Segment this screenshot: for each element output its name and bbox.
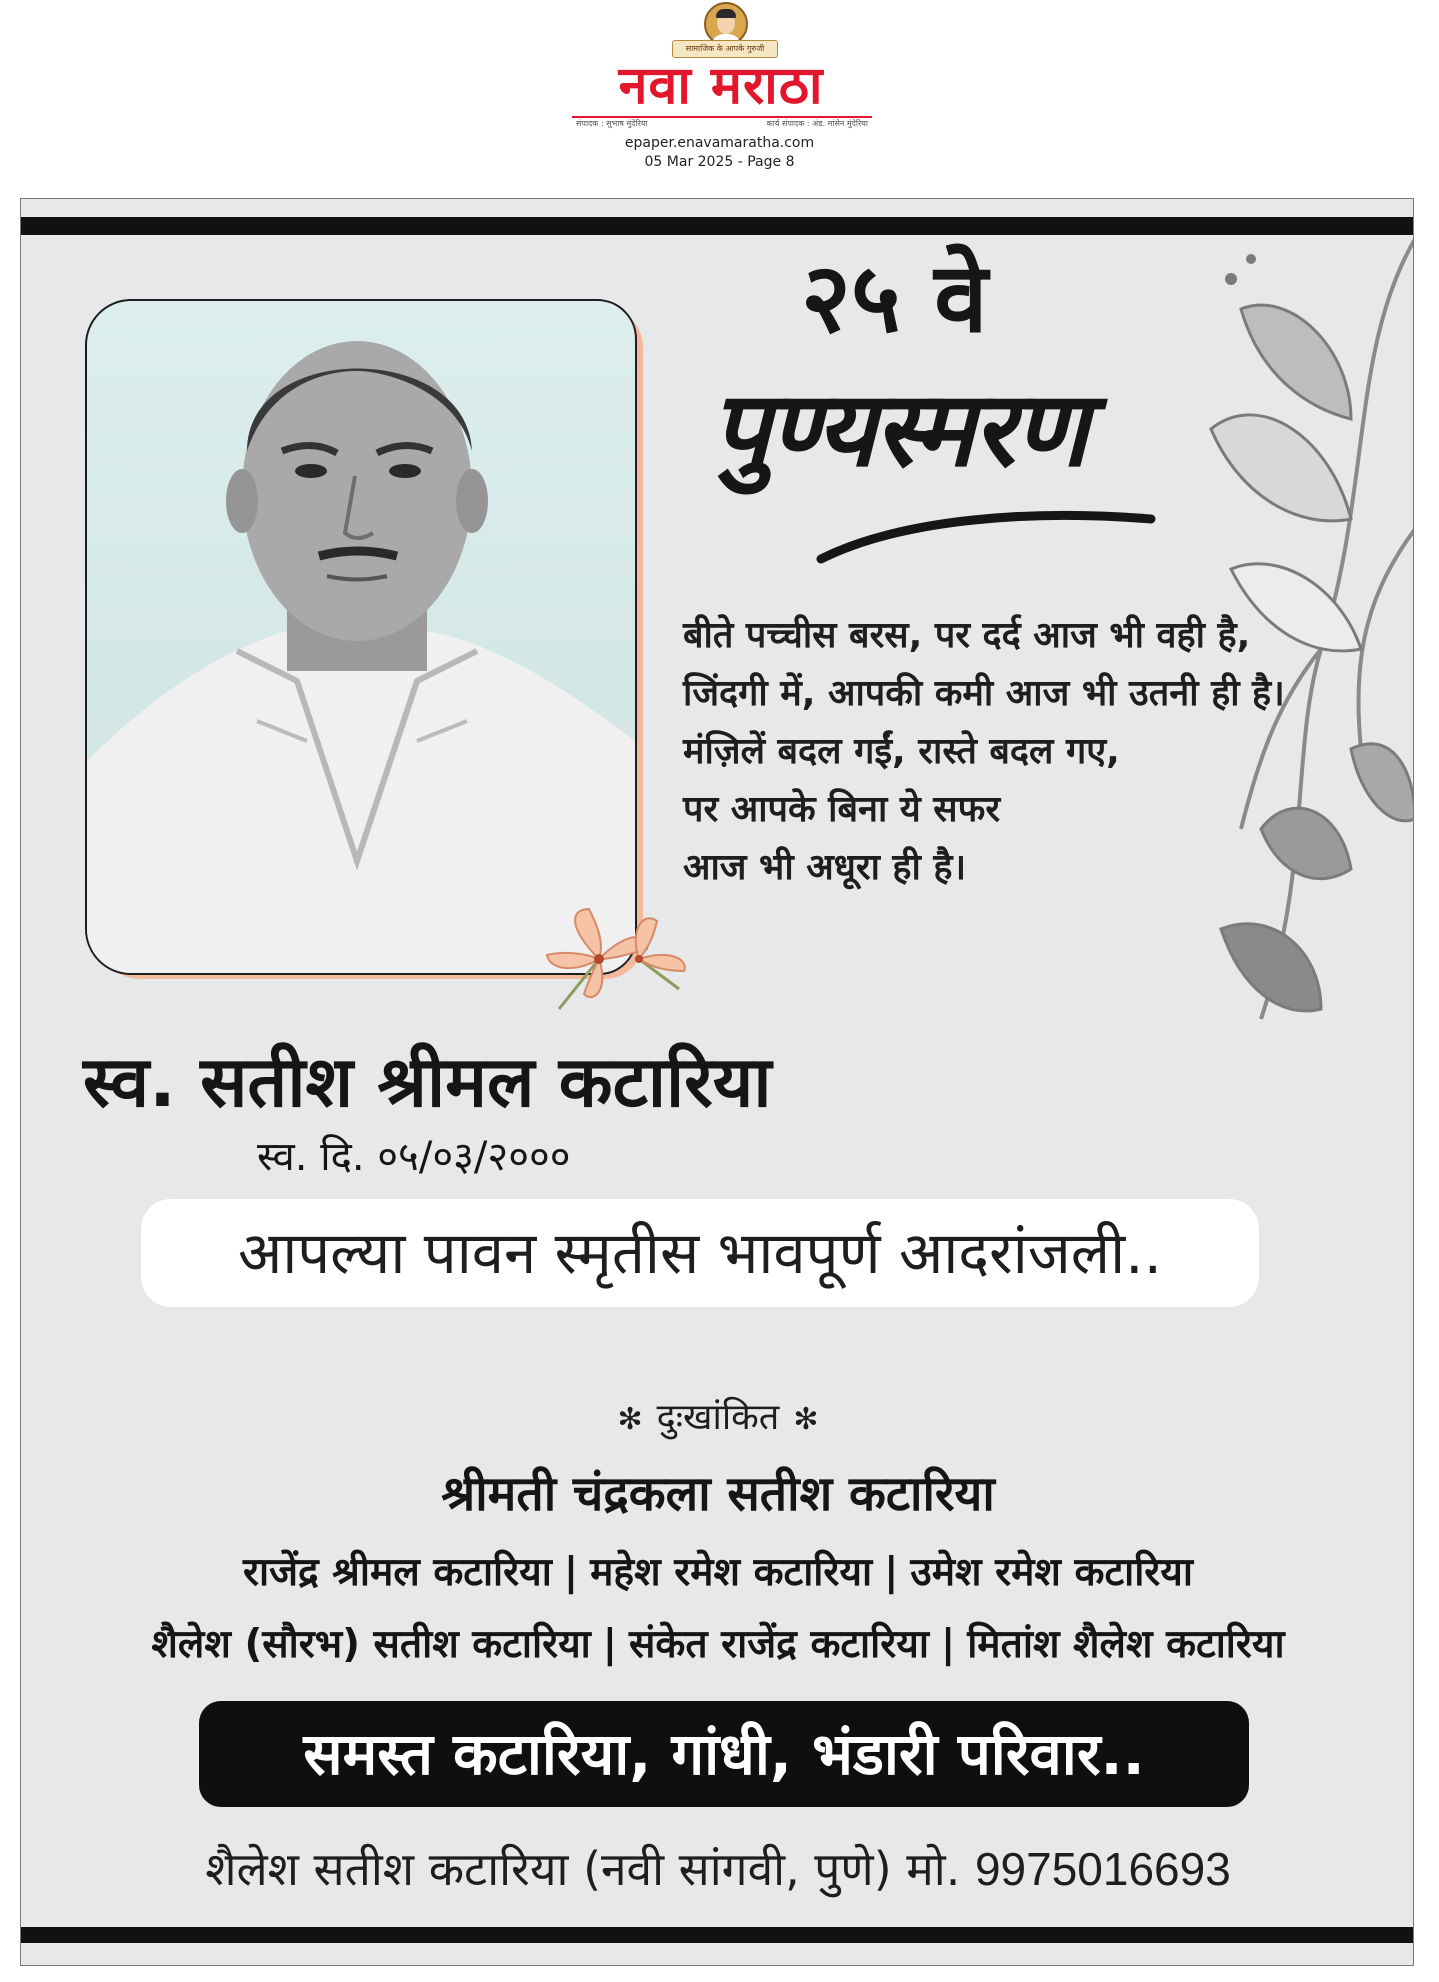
edition-date-page: 05 Mar 2025 - Page 8 bbox=[644, 154, 795, 170]
mourners-head: श्रीमती चंद्रकला सतीश कटारिया bbox=[441, 1466, 995, 1522]
family-banner: समस्त कटारिया, गांधी, भंडारी परिवार.. bbox=[199, 1701, 1249, 1807]
mourners-label bbox=[21, 1393, 1414, 1443]
death-date: स्व. दि. ०५/०३/२००० bbox=[257, 1134, 571, 1180]
separator: | bbox=[884, 1550, 899, 1595]
separator: | bbox=[940, 1622, 956, 1667]
editor-left: संपादक : सुभाष मुंदेरिया bbox=[576, 119, 648, 128]
bottom-rule bbox=[21, 1927, 1413, 1943]
mourners-row bbox=[21, 1541, 1414, 1605]
newspaper-masthead bbox=[0, 0, 1439, 190]
anniversary-number: २५ वे bbox=[801, 242, 988, 354]
editor-right: कार्य संपादक : अंड. मांसेन मुंदेरिया bbox=[766, 119, 868, 128]
poem-line: बीते पच्चीस बरस, पर दर्द आज भी वही है, bbox=[683, 615, 1251, 656]
anniversary-title: पुण्यस्मरण bbox=[711, 367, 1087, 490]
mourner-name: संकेत राजेंद्र कटारिया bbox=[629, 1622, 929, 1667]
mourners-label-text: दुःखांकित bbox=[656, 1397, 780, 1438]
mourners-row bbox=[21, 1613, 1414, 1677]
epaper-url: epaper.enavamaratha.com bbox=[624, 135, 815, 151]
deceased-name: स्व. सतीश श्रीमल कटारिया bbox=[83, 1041, 772, 1123]
contact-place: (नवी सांगवी, पुणे) bbox=[583, 1842, 892, 1896]
tribute-message: आपल्या पावन स्मृतीस भावपूर्ण आदरांजली.. bbox=[141, 1199, 1259, 1307]
poem-line: आज भी अधूरा ही है। bbox=[683, 847, 967, 888]
deceased-photo bbox=[85, 299, 637, 975]
asterisk-icon: ✻ bbox=[793, 1402, 819, 1437]
contact-prefix: मो. bbox=[906, 1842, 961, 1896]
mourner-name: मितांश शैलेश कटारिया bbox=[967, 1622, 1285, 1667]
poem-line: पर आपके बिना ये सफर bbox=[683, 789, 1001, 830]
calligraphy-swash-icon bbox=[811, 499, 1161, 569]
contact-phone: 9975016693 bbox=[974, 1843, 1231, 1895]
separator: | bbox=[602, 1622, 618, 1667]
contact-name: शैलेश सतीश कटारिया bbox=[205, 1842, 569, 1896]
poem-line: जिंदगी में, आपकी कमी आज भी उतनी ही है। bbox=[683, 673, 1285, 714]
mourner-name: उमेश रमेश कटारिया bbox=[910, 1550, 1193, 1595]
contact-line bbox=[21, 1833, 1414, 1905]
newspaper-name: नवा मराठा bbox=[618, 56, 824, 116]
asterisk-icon: ✻ bbox=[617, 1402, 643, 1437]
obituary-advertisement bbox=[20, 198, 1414, 1966]
mourner-name: शैलेश (सौरभ) सतीश कटारिया bbox=[151, 1622, 591, 1667]
lily-flower-icon bbox=[529, 889, 699, 1019]
mourner-name: महेश रमेश कटारिया bbox=[590, 1550, 873, 1595]
poem-line: मंज़िलें बदल गईं, रास्ते बदल गए, bbox=[683, 731, 1120, 772]
tribute-poem bbox=[683, 607, 1383, 897]
mourner-name: राजेंद्र श्रीमल कटारिया bbox=[243, 1550, 552, 1595]
logo-editor-line bbox=[572, 116, 872, 130]
logo-tagline: सामाजिक के आपके गुरुजी bbox=[672, 40, 778, 58]
separator: | bbox=[563, 1550, 579, 1595]
